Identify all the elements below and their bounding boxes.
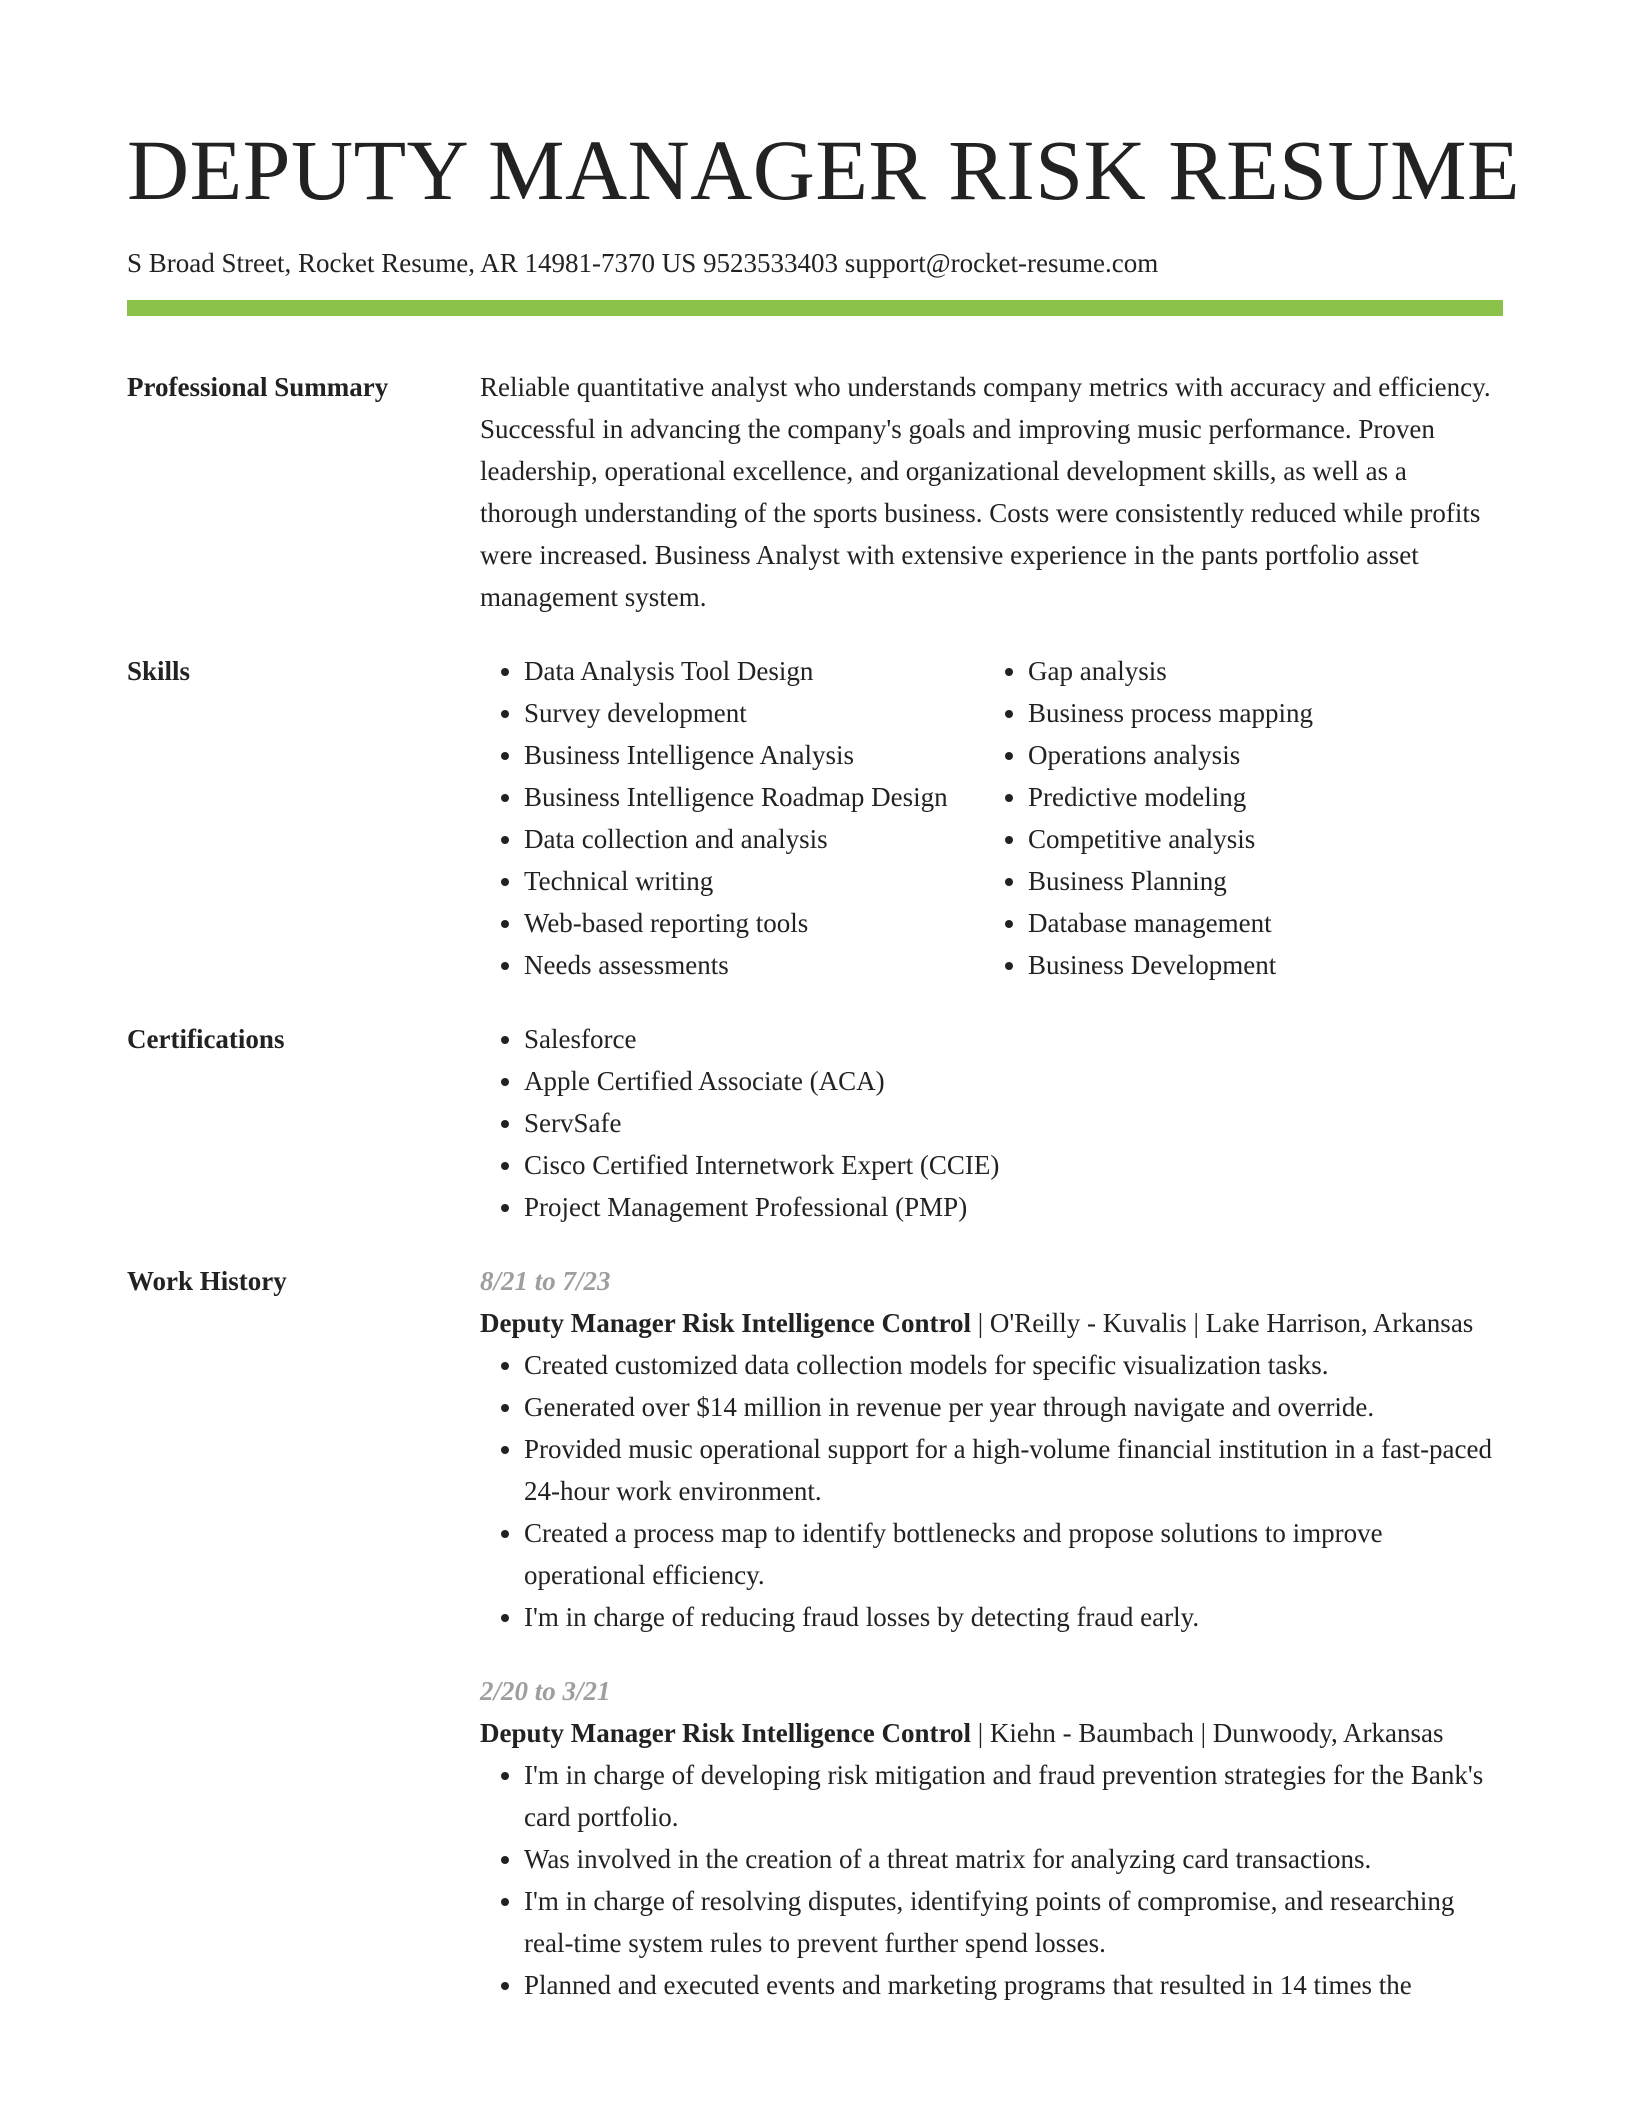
job-bullets <box>480 1754 1503 2006</box>
job-bullet: • I'm in charge of developing risk mitigation and fraud prevention strategies for the Bank's card portfolio. <box>524 1754 1503 1838</box>
summary-text: Reliable quantitative analyst who understands company metrics with accuracy and efficiency. Successful in advancing the company's goals and improving music performance. Proven leadership, operational excellence, and organizational development skills, as well as a thorough understanding of the sports business. Costs were consistently reduced while profits were increased. Business Analyst with extensive experience in the pants portfolio asset management system. <box>480 372 1491 612</box>
job-bullet: • Created customized data collection models for specific visualization tasks. <box>524 1344 1503 1386</box>
certification-item: • Apple Certified Associate (ACA) <box>524 1060 1503 1102</box>
job-title: Deputy Manager Risk Intelligence Control <box>480 1718 971 1748</box>
skill-item: • Business Development <box>1028 944 1488 986</box>
summary-section <box>127 366 1503 618</box>
job-entry <box>480 1670 1503 2006</box>
work-history-section <box>127 1260 1503 2006</box>
skill-item: • Web-based reporting tools <box>524 902 984 944</box>
skill-item: • Business process mapping <box>1028 692 1488 734</box>
section-heading-certifications: Certifications <box>127 1024 285 1054</box>
certification-item: • Salesforce <box>524 1018 1503 1060</box>
contact-email: support@rocket-resume.com <box>844 248 1159 278</box>
resume-page <box>127 0 1521 2006</box>
section-heading-summary: Professional Summary <box>127 372 389 402</box>
contact-line <box>127 246 1503 280</box>
job-dates: 2/20 to 3/21 <box>480 1676 611 1706</box>
job-bullet: • I'm in charge of reducing fraud losses by detecting fraud early. <box>524 1596 1503 1638</box>
job-bullets <box>480 1344 1503 1638</box>
skill-item: • Survey development <box>524 692 984 734</box>
skills-list-right <box>984 650 1488 986</box>
section-heading-work-history: Work History <box>127 1266 287 1296</box>
job-bullet: • Was involved in the creation of a threat matrix for analyzing card transactions. <box>524 1838 1503 1880</box>
contact-phone: 9523533403 <box>702 248 838 278</box>
skill-item: • Business Intelligence Roadmap Design <box>524 776 984 818</box>
skill-item: • Data Analysis Tool Design <box>524 650 984 692</box>
skill-item: • Technical writing <box>524 860 984 902</box>
job-dates: 8/21 to 7/23 <box>480 1266 611 1296</box>
job-bullet: • I'm in charge of resolving disputes, identifying points of compromise, and researching real-time system rules to prevent further spend losses. <box>524 1880 1503 1964</box>
job-heading <box>480 1712 1503 1754</box>
contact-address: S Broad Street, Rocket Resume, AR 14981-7370 US <box>127 248 697 278</box>
job-bullet: • Generated over $14 million in revenue per year through navigate and override. <box>524 1386 1503 1428</box>
job-bullet: • Planned and executed events and marketing programs that resulted in 14 times the <box>524 1964 1503 2006</box>
skill-item: • Database management <box>1028 902 1488 944</box>
certification-item: • Cisco Certified Internetwork Expert (CCIE) <box>524 1144 1503 1186</box>
skill-item: • Operations analysis <box>1028 734 1488 776</box>
skills-list-left <box>480 650 984 986</box>
certification-item: • Project Management Professional (PMP) <box>524 1186 1503 1228</box>
job-details: | O'Reilly - Kuvalis | Lake Harrison, Arkansas <box>970 1308 1474 1338</box>
job-title: Deputy Manager Risk Intelligence Control <box>480 1308 971 1338</box>
job-bullet: • Created a process map to identify bottlenecks and propose solutions to improve operational efficiency. <box>524 1512 1503 1596</box>
skill-item: • Competitive analysis <box>1028 818 1488 860</box>
skill-item: • Predictive modeling <box>1028 776 1488 818</box>
header-divider <box>127 300 1503 316</box>
skill-item: • Business Intelligence Analysis <box>524 734 984 776</box>
skill-item: • Business Planning <box>1028 860 1488 902</box>
job-entry <box>480 1260 1503 1638</box>
job-heading <box>480 1302 1503 1344</box>
certification-item: • ServSafe <box>524 1102 1503 1144</box>
certifications-list <box>480 1018 1503 1228</box>
skills-section <box>127 650 1503 986</box>
job-details: | Kiehn - Baumbach | Dunwoody, Arkansas <box>970 1718 1444 1748</box>
skill-item: • Needs assessments <box>524 944 984 986</box>
resume-title: DEPUTY MANAGER RISK RESUME <box>127 122 1521 218</box>
section-heading-skills: Skills <box>127 656 191 686</box>
skill-item: • Data collection and analysis <box>524 818 984 860</box>
job-bullet: • Provided music operational support for a high-volume financial institution in a fast-paced 24-hour work environment. <box>524 1428 1503 1512</box>
certifications-section <box>127 1018 1503 1228</box>
skill-item: • Gap analysis <box>1028 650 1488 692</box>
